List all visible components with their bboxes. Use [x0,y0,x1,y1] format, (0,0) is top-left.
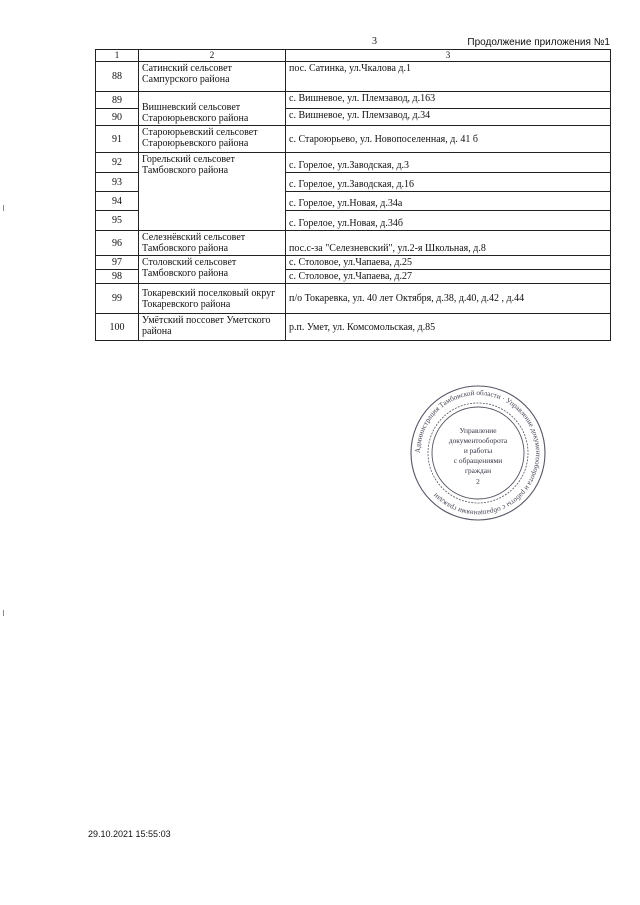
district-name: Староюрьевский сельсовет Староюрьевского района [139,126,286,153]
address-cell: с. Столовое, ул.Чапаева, д.27 [286,270,611,284]
row-number: 95 [96,211,139,231]
address-cell: с. Вишневое, ул. Племзавод, д.34 [286,109,611,126]
table-row [96,92,611,109]
district-name: Горельский сельсовет Тамбовского района [139,153,286,231]
page-number: 3 [372,36,377,47]
seal-line: граждан [464,466,492,475]
row-number: 91 [96,126,139,153]
table-row [96,256,611,270]
table-row [96,314,611,341]
row-number: 96 [96,231,139,256]
address-cell: р.п. Умет, ул. Комсомольская, д.85 [286,314,611,341]
seal-number: 2 [476,477,480,486]
row-number: 92 [96,153,139,173]
address-cell: с. Горелое, ул.Заводская, д.16 [286,173,611,192]
address-cell: п/о Токаревка, ул. 40 лет Октября, д.38, д.40, д.42 , д.44 [286,284,611,314]
row-number: 93 [96,173,139,192]
district-name: Вишневский сельсовет Староюрьевского района [139,92,286,126]
row-number: 98 [96,270,139,284]
seal-line: и работы [463,446,493,455]
address-cell: с. Столовое, ул.Чапаева, д.25 [286,256,611,270]
continuation-note: Продолжение приложения №1 [467,37,610,48]
table-row [96,126,611,153]
table-row [96,62,611,92]
scan-mark [3,610,4,616]
district-name: Умётский поссовет Уметского района [139,314,286,341]
district-name: Сатинский сельсовет Сампурского района [139,62,286,92]
address-cell: с. Горелое, ул.Заводская, д.3 [286,153,611,173]
table-row [96,284,611,314]
row-number: 88 [96,62,139,92]
addresses-table [95,49,611,341]
column-header: 1 [96,50,139,62]
scan-timestamp: 29.10.2021 15:55:03 [88,829,171,839]
table-row [96,231,611,256]
district-name: Селезнёвский сельсовет Тамбовского района [139,231,286,256]
seal-line: Управление [459,426,497,435]
district-name: Столовский сельсовет Тамбовского района [139,256,286,284]
column-header: 3 [286,50,611,62]
row-number: 90 [96,109,139,126]
row-number: 97 [96,256,139,270]
table-header-row [96,50,611,62]
address-cell: пос.с-за "Селезневский", ул.2-я Школьная, д.8 [286,231,611,256]
district-name: Токаревский поселковый округ Токаревского района [139,284,286,314]
seal-outer-text: Администрация Тамбовской области · Управление документооборота и работы с обращениями граждан [413,388,543,518]
seal-line: документооборота [448,436,508,445]
row-number: 100 [96,314,139,341]
row-number: 99 [96,284,139,314]
address-cell: с. Вишневое, ул. Племзавод, д.163 [286,92,611,109]
address-cell: пос. Сатинка, ул.Чкалова д.1 [286,62,611,92]
official-seal [408,383,548,523]
address-cell: с. Горелое, ул.Новая, д.34а [286,192,611,211]
address-cell: с. Староюрьево, ул. Новопоселенная, д. 41 б [286,126,611,153]
table-row [96,153,611,173]
seal-line: с обращениями [453,456,503,465]
row-number: 94 [96,192,139,211]
column-header: 2 [139,50,286,62]
address-cell: с. Горелое, ул.Новая, д.34б [286,211,611,231]
scan-mark [3,205,4,211]
row-number: 89 [96,92,139,109]
